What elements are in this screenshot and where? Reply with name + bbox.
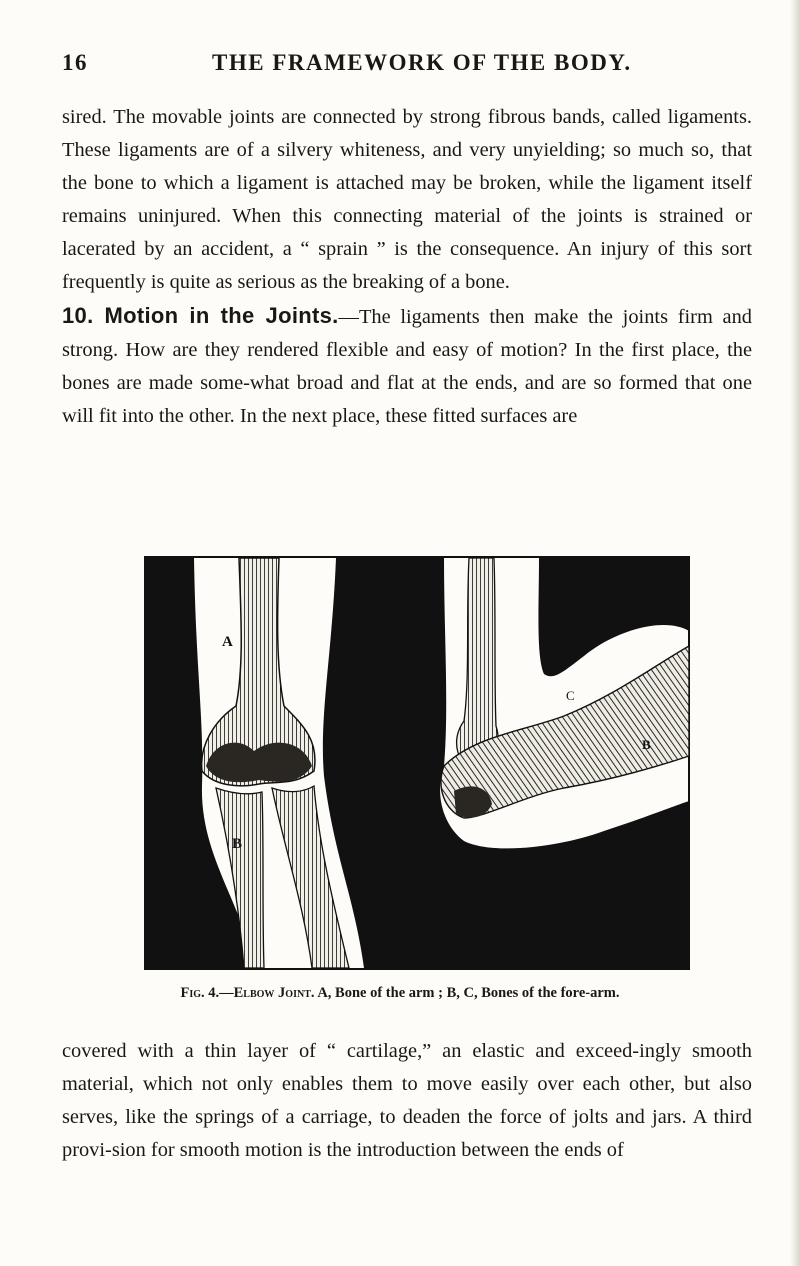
label-b-right: B	[642, 737, 651, 752]
label-b-left: B	[232, 836, 243, 852]
label-a-right: A	[432, 640, 443, 656]
section-heading: 10. Motion in the Joints.	[62, 303, 339, 328]
label-a-left: A	[222, 634, 233, 650]
paragraph-ligaments: sired. The movable joints are connected by strong fibrous bands, called ligaments. These ligaments are of a silvery whiteness, and very unyielding; so much so, that the bone to which a ligament is attached may be broken, while the ligament itself remains uninjured. When this connecting material of the joints is strained or lacerated by an accident, a “ sprain ” is the consequence. An injury of this sort frequently is quite as serious as the breaking of a bone.	[62, 106, 752, 293]
page-header	[62, 50, 750, 82]
paragraph-cartilage: covered with a thin layer of “ cartilage,” an elastic and exceed-ingly smooth material, which not only enables them to move easily over each other, but also serves, like the springs of a carriage, to deaden the force of jolts and jars. A third provi-sion for smooth motion is the introduction between the ends of	[62, 1040, 752, 1161]
text-block-top	[62, 101, 752, 433]
elbow-joint-figure	[144, 556, 690, 970]
page-edge-shadow	[790, 0, 800, 1266]
text-block-bottom	[62, 1035, 752, 1167]
paragraph-motion	[62, 299, 752, 433]
paragraph-motion-text: —The ligaments then make the joints firm and strong. How are they rendered flexible and easy of motion? In the first place, the bones are made some-what broad and flat at the ends, and are so formed that one will fit into the other. In the next place, these fitted surfaces are	[62, 306, 752, 427]
figure-caption-text: A, Bone of the arm ; B, C, Bones of the fore-arm.	[314, 985, 620, 1001]
elbow-joint-illustration	[144, 556, 690, 970]
page-number: 16	[62, 50, 88, 75]
label-c-left: C	[344, 833, 357, 852]
figure-caption-label: Fig. 4.—Elbow Joint.	[180, 985, 315, 1001]
figure-caption	[0, 985, 800, 1002]
side-view-elbow	[388, 558, 689, 968]
running-title: THE FRAMEWORK OF THE BODY.	[212, 50, 632, 75]
label-c-right: C	[566, 688, 575, 703]
